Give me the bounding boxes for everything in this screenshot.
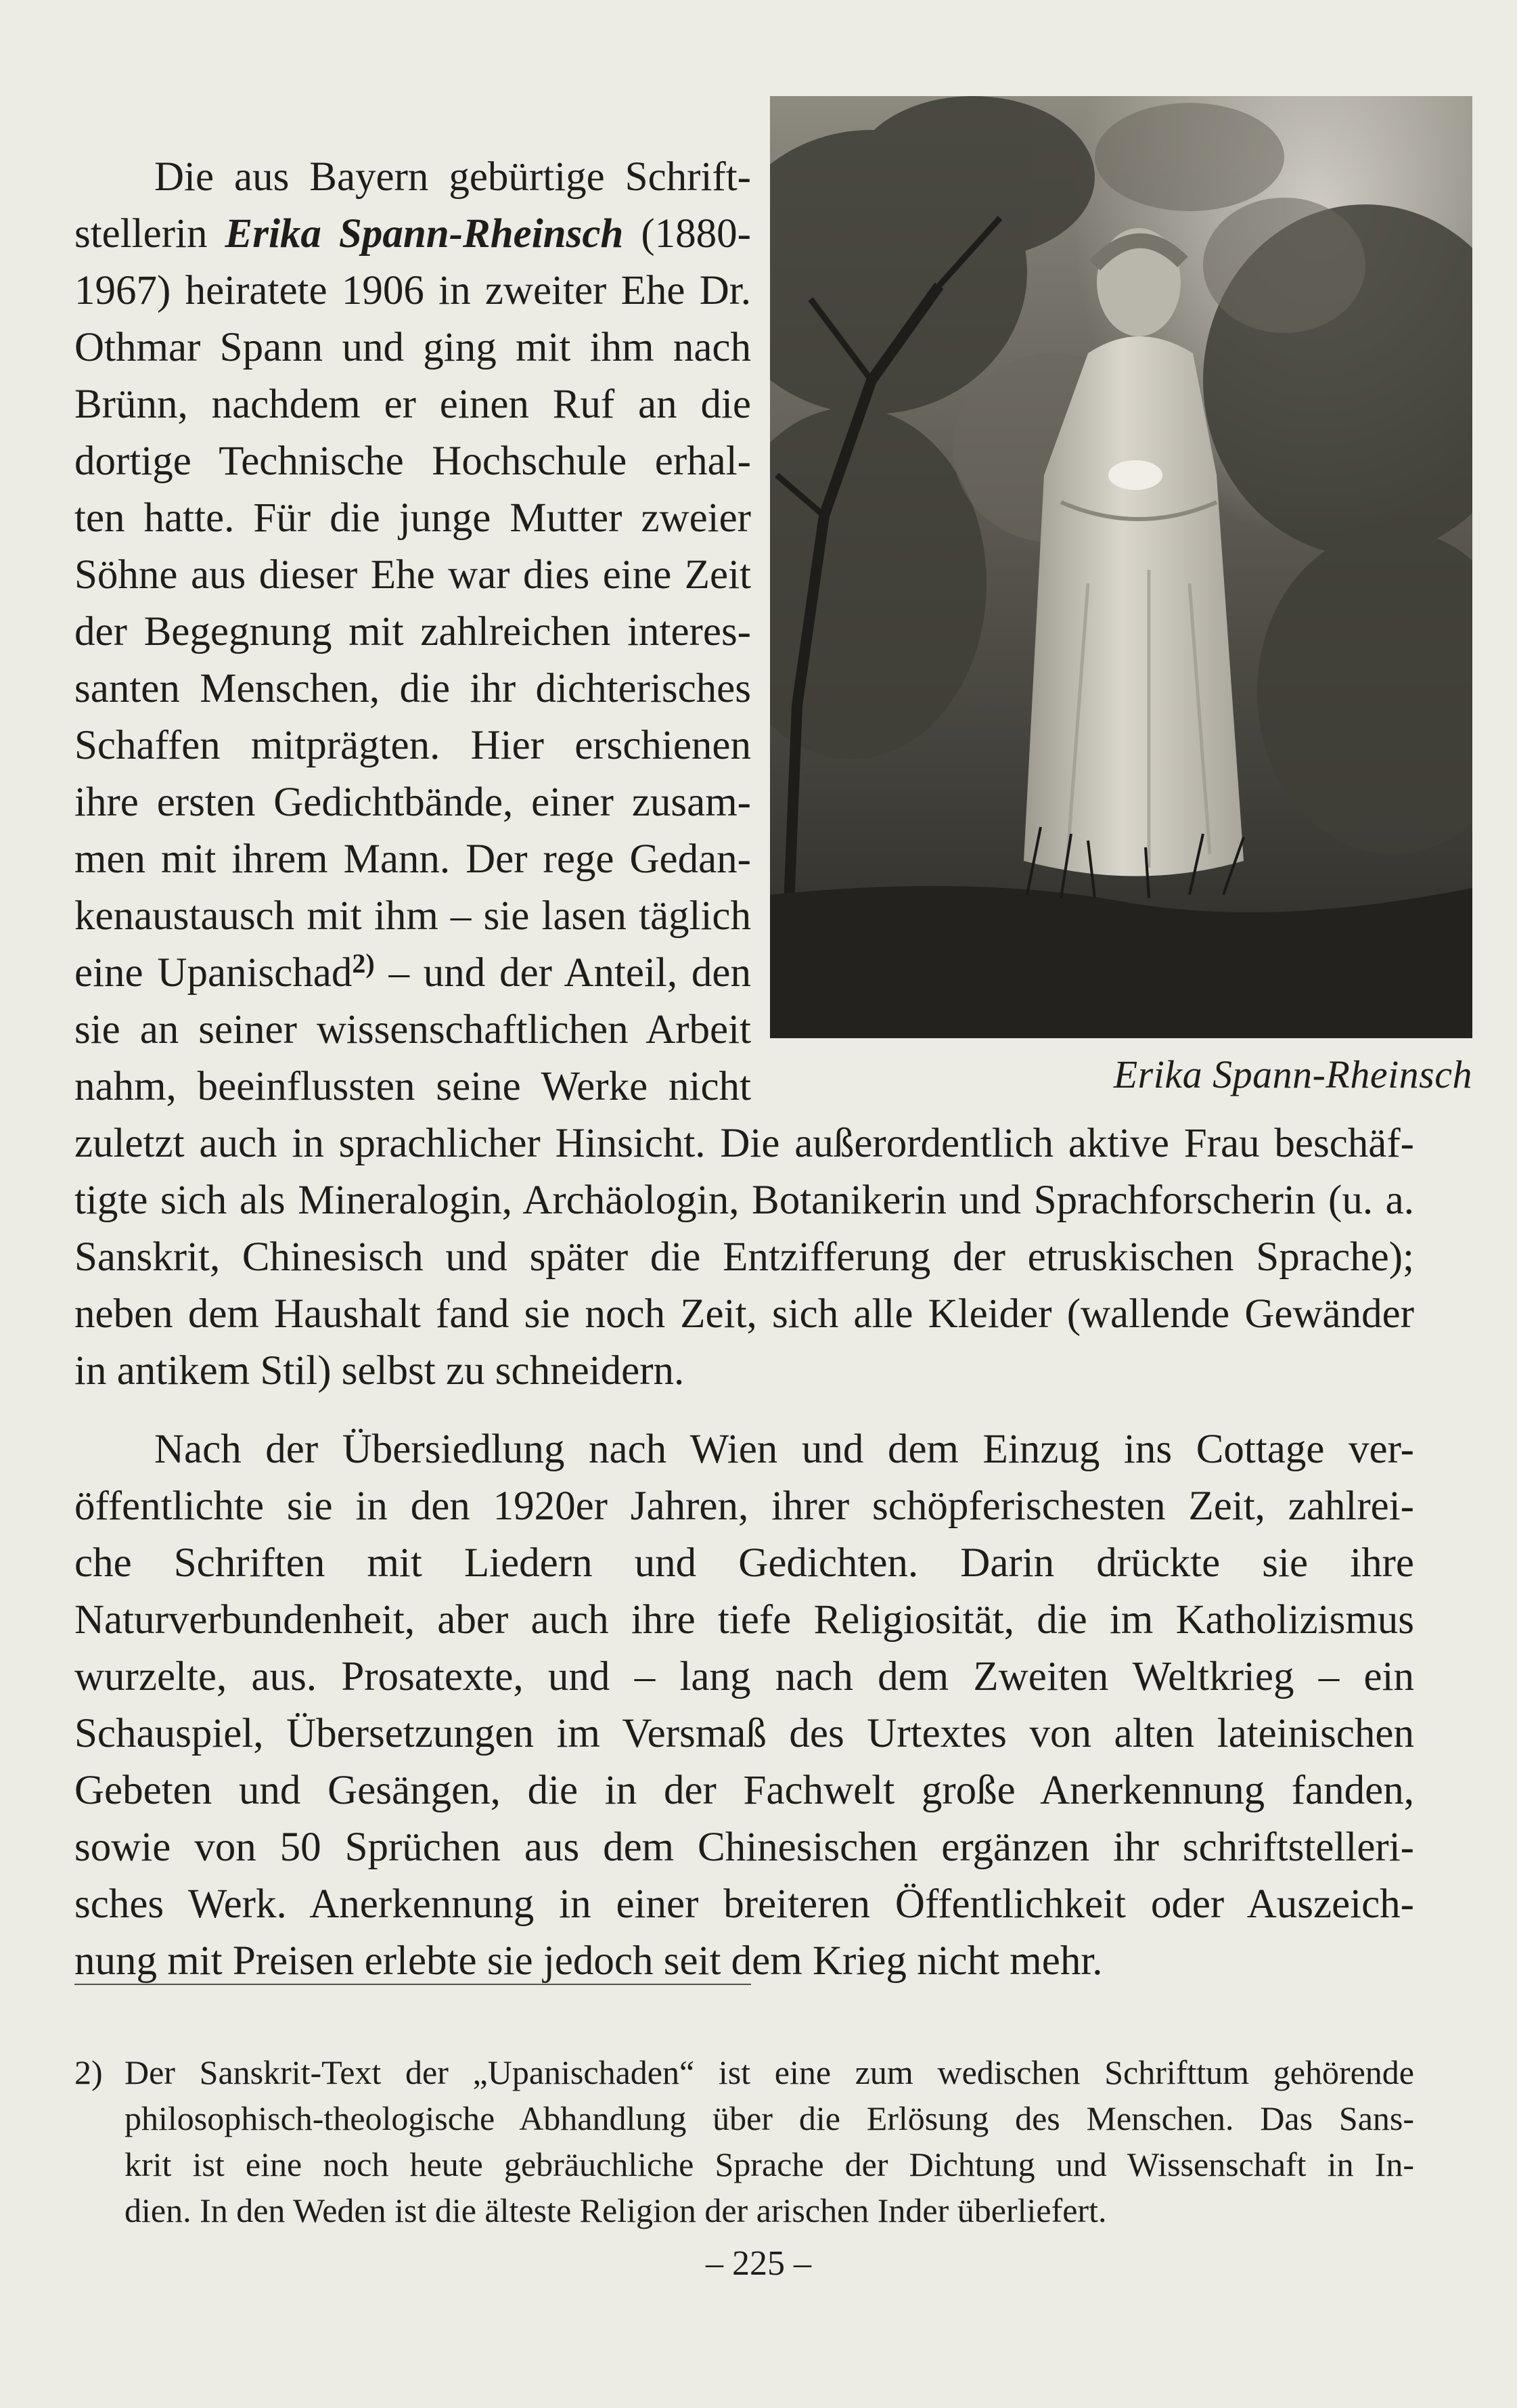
text-line: [74, 376, 751, 433]
footnote-reference: 2): [352, 948, 375, 979]
footnote-line: krit ist eine noch heute gebräuchliche Sprache der Dichtung und Wissenschaft in In-: [124, 2145, 1414, 2183]
text-line: [74, 547, 751, 604]
footnote-line: dien. In den Weden ist die älteste Religion der arischen Inder überliefert.: [124, 2191, 1107, 2229]
text-line: [74, 888, 751, 945]
text-line: che Schriften mit Liedern und Gedichten. Darin drückte sie ihre: [74, 1540, 1414, 1586]
portrait-photo: [770, 96, 1472, 1038]
text-segment: 1967) heiratete 1906 in zweiter Ehe Dr.: [74, 268, 751, 313]
portrait-photo-image: [770, 96, 1472, 1038]
text-segment: Sanskrit, Chinesisch und später die Entzifferung der etruskischen Sprache);: [74, 1234, 1414, 1280]
text-line: Nach der Übersiedlung nach Wien und dem Einzug ins Cottage ver-: [154, 1427, 1414, 1472]
text-segment: kenaustausch mit ihm – sie lasen täglich: [74, 893, 751, 939]
text-line: [74, 1286, 1414, 1343]
text-segment: sie an seiner wissenschaftlichen Arbeit: [74, 1007, 751, 1052]
text-segment: stellerin: [74, 211, 225, 257]
text-line: [74, 774, 751, 831]
footnote-line: philosophisch-theologische Abhandlung über die Erlösung des Menschen. Das Sans-: [124, 2099, 1414, 2137]
text-segment: Söhne aus dieser Ehe war dies eine Zeit: [74, 552, 751, 598]
text-segment: santen Menschen, die ihr dichterisches: [74, 666, 751, 711]
author-name: Erika Spann-Rheinsch: [225, 211, 624, 257]
text-segment: in antikem Stil) selbst zu schneidern.: [74, 1348, 685, 1393]
text-segment: der Begegnung mit zahlreichen interes-: [74, 609, 751, 654]
photo-caption: Erika Spann-Rheinsch: [1113, 1052, 1472, 1096]
text-segment: eine Upanischad: [74, 950, 353, 996]
page-number: – 225 –: [706, 2244, 811, 2283]
text-line: sches Werk. Anerkennung in einer breiteren Öffentlichkeit oder Auszeich-: [74, 1881, 1414, 1927]
text-line: Gebeten und Gesängen, die in der Fachwelt große Anerkennung fanden,: [74, 1768, 1414, 1813]
text-line: [74, 1115, 1414, 1172]
text-line: wurzelte, aus. Prosatexte, und – lang nach dem Zweiten Weltkrieg – ein: [74, 1654, 1414, 1699]
text-segment: Die aus Bayern gebürtige Schrift-: [154, 154, 751, 200]
footnote-number: 2): [74, 2053, 103, 2091]
footnote-line: Der Sanskrit-Text der „Upanischaden“ ist eine zum wedischen Schrifttum gehörende: [124, 2053, 1414, 2091]
text-line: [74, 1172, 1414, 1229]
text-segment: dortige Technische Hochschule erhal-: [74, 439, 751, 484]
text-segment: ten hatte. Für die junge Mutter zweier: [74, 495, 751, 541]
text-line: [74, 263, 751, 319]
text-segment: – und der Anteil, den: [374, 950, 751, 996]
text-segment: Brünn, nachdem er einen Ruf an die: [74, 382, 751, 427]
footnote-divider: [74, 1984, 751, 1985]
text-line: [74, 206, 751, 263]
text-line: [74, 717, 751, 774]
text-line: [154, 149, 751, 206]
text-line: nung mit Preisen erlebte sie jedoch seit dem Krieg nicht mehr.: [74, 1938, 1103, 1984]
text-segment: tigte sich als Mineralogin, Archäologin, Botanikerin und Sprachforscherin (u. a.: [74, 1178, 1414, 1223]
text-line: öffentlichte sie in den 1920er Jahren, ihrer schöpferischesten Zeit, zahlrei-: [74, 1484, 1414, 1529]
text-line: [74, 1343, 1414, 1400]
text-line: [74, 490, 751, 547]
text-line: [74, 945, 751, 1002]
text-segment: men mit ihrem Mann. Der rege Gedan-: [74, 837, 751, 882]
text-segment: Schaffen mitprägten. Hier erschienen: [74, 723, 751, 768]
text-line: [74, 604, 751, 661]
text-line: Naturverbundenheit, aber auch ihre tiefe Religiosität, die im Katholizismus: [74, 1597, 1414, 1643]
text-line: [74, 433, 751, 490]
text-line: [74, 1058, 751, 1115]
text-segment: zuletzt auch in sprachlicher Hinsicht. Die außerordentlich aktive Frau beschäf-: [74, 1121, 1414, 1166]
text-line: Schauspiel, Übersetzungen im Versmaß des Urtextes von alten lateinischen: [74, 1711, 1414, 1756]
text-line: sowie von 50 Sprüchen aus dem Chinesischen ergänzen ihr schriftstelleri-: [74, 1825, 1414, 1870]
text-line: [74, 319, 751, 376]
text-segment: ihre ersten Gedichtbände, einer zusam-: [74, 780, 751, 825]
text-line: [74, 1229, 1414, 1286]
text-segment: (1880-: [623, 211, 751, 257]
text-segment: neben dem Haushalt fand sie noch Zeit, sich alle Kleider (wallende Gewänder: [74, 1291, 1414, 1337]
text-line: [74, 1002, 751, 1058]
text-segment: Othmar Spann und ging mit ihm nach: [74, 325, 751, 370]
text-segment: nahm, beeinflussten seine Werke nicht: [74, 1064, 751, 1109]
text-line: [74, 831, 751, 888]
text-line: [74, 661, 751, 717]
